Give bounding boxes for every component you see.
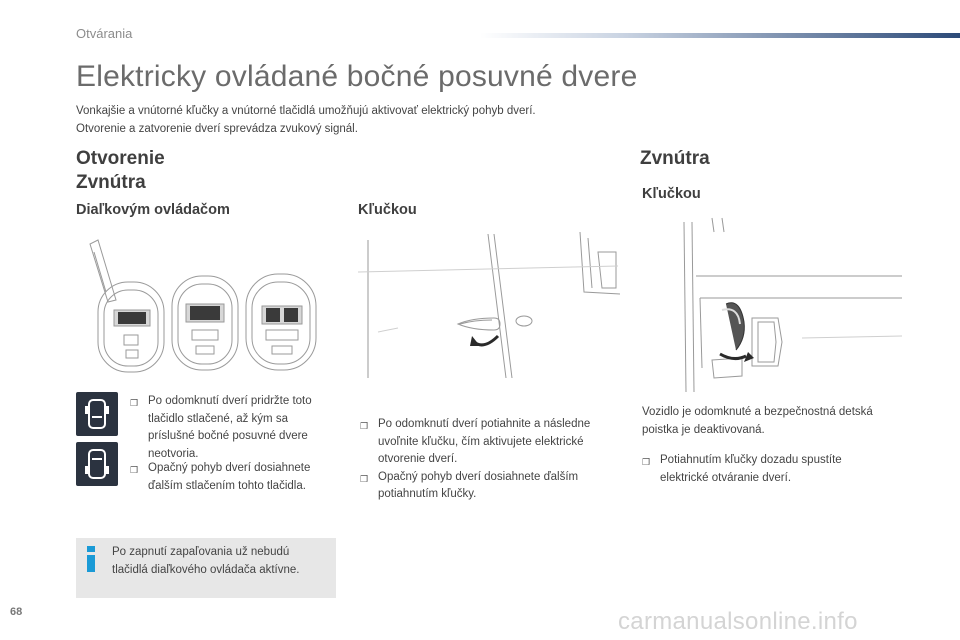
info-icon (86, 546, 96, 572)
middle-bullet-2: ❒ Opačný pohyb dverí dosiahnete ďalším potiahnutím kľučky. (360, 469, 616, 504)
heading-klucka-middle: Kľučkou (358, 202, 417, 218)
heading-klucka-right: Kľučkou (642, 186, 701, 202)
heading-zvnutra-right: Zvnútra (640, 148, 710, 169)
section-header: Otvárania (76, 26, 133, 41)
right-bullet-1: ❒ Potiahnutím kľučky dozadu spustíte elektrické otváranie dverí. (642, 452, 882, 487)
page-title: Elektricky ovládané bočné posuvné dvere (76, 60, 638, 93)
checkbox-marker-icon: ❒ (360, 473, 369, 484)
middle-bullet-1: ❒ Po odomknutí dverí potiahnite a následne uvoľnite kľučku, čím aktivujete elektrické otvorenie dverí. (360, 416, 616, 469)
intro-text (76, 102, 696, 138)
page-number: 68 (10, 606, 23, 618)
header-bar (480, 33, 960, 38)
remote-bullet-2: ❒ Opačný pohyb dverí dosiahnete ďalším stlačením tohto tlačidla. (130, 460, 330, 495)
heading-remote: Diaľkovým ovládačom (76, 202, 230, 218)
door-button-icon-close (76, 442, 118, 486)
right-paragraph: Vozidlo je odomknuté a bezpečnostná detská poistka je deaktivovaná. (642, 406, 873, 436)
checkbox-marker-icon: ❒ (130, 465, 139, 475)
heading-zvnutra-left: Zvnútra (76, 172, 146, 193)
remote-keys-illustration (86, 232, 336, 382)
checkbox-marker-icon: ❒ (642, 457, 651, 467)
interior-handle-illustration (682, 218, 904, 394)
door-button-icon-open (76, 392, 118, 436)
watermark: carmanualsonline.info (618, 608, 858, 635)
heading-otvorenie: Otvorenie (76, 148, 165, 169)
middle-bullets (360, 416, 616, 504)
intro-line-2: Otvorenie a zatvorenie dverí sprevádza zvukový signál. (76, 123, 358, 135)
remote-bullet-1: ❒ Po odomknutí dverí pridržte toto tlačidlo stlačené, až kým sa príslušné bočné posuvné dvere neotvoria. (130, 393, 330, 463)
checkbox-marker-icon: ❒ (130, 398, 139, 408)
intro-line-1: Vonkajšie a vnútorné kľučky a vnútorné tlačidlá umožňujú aktivovať elektrický pohyb dverí. (76, 105, 536, 117)
info-text: Po zapnutí zapaľovania už nebudú tlačidlá diaľkového ovládača aktívne. (112, 546, 300, 576)
sliding-door-icon (76, 392, 118, 436)
exterior-handle-illustration (358, 232, 620, 382)
sliding-door-icon (76, 442, 118, 486)
checkbox-marker-icon: ❒ (360, 421, 369, 431)
